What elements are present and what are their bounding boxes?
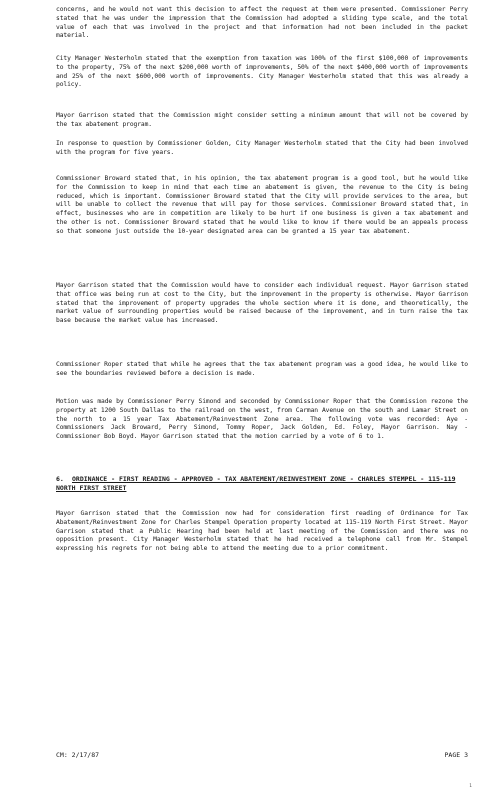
paragraph-4: In response to question by Commissioner Golden, City Manager Westerholm stated that the City had been involved with the program for five years. [56,140,468,156]
paragraph-8: Motion was made by Commissioner Perry Simond and seconded by Commissioner Roper that the Commission rezone the property at 1200 South Dallas to the railroad on the west, from Carman Avenue on the south and Lamar Street on the north to a 15 year Tax Abatement/Reinvestment Zone area. The following vote was recorded: Aye - Commissioners Jack Broward, Perry Simond, Tommy Roper, Jack Golden, Ed. Foley, Mayor Garrison. Nay - Commissioner Bob Boyd. Mayor Garrison stated that the motion carried by a vote of 6 to 1. [56,398,468,441]
paragraph-6: Mayor Garrison stated that the Commission would have to consider each individual request. Mayor Garrison stated that office was being run at cost to the City, but the improvement in the property is otherwise. Mayor Garrison stated that the improvement of property upgrades the whole section where it is done, and theoretically, the market value of surrounding properties would be raised because of the improvement, and in turn raise the tax base because the market value has increased. [56,282,468,325]
agenda-item-number: 6. [56,475,64,483]
agenda-item-title: ORDINANCE - FIRST READING - APPROVED - TAX ABATEMENT/REINVESTMENT ZONE - CHARLES STEMPEL - 115-119 NORTH FIRST STREET [56,475,456,492]
corner-stamp: 1 [469,784,472,789]
agenda-item-heading [56,475,468,493]
paragraph-9: Mayor Garrison stated that the Commission now had for consideration first reading of Ordinance for Tax Abatement/Reinvestment Zone for Charles Stempel Operation property located at 115-119 North First Street. Mayor Garrison stated that a Public Hearing had been held at last meeting of the Commission and there was no opposition present. City Manager Westerholm stated that he had received a telephone call from Mr. Stempel expressing his regrets for not being able to attend the meeting due to a prior commitment. [56,510,468,553]
paragraph-5: Commissioner Broward stated that, in his opinion, the tax abatement program is a good tool, but he would like for the Commission to keep in mind that each time an abatement is given, the revenue to the City is being reduced, which is important. Commissioner Broward stated that the City will provide services to the area, but will be unable to collect the revenue that will pay for those services. Commissioner Broward stated that, in effect, businesses who are in competition are likely to be hurt if one business is given a tax abatement and the other is not. Commissioner Broward stated that he would like to know if there would be an appeals process so that someone just outside the 10-year designated area can be granted a 15 year tax abatement. [56,175,468,235]
paragraph-3: Mayor Garrison stated that the Commission might consider setting a minimum amount that will not be covered by the tax abatement program. [56,112,468,128]
paragraph-7: Commissioner Roper stated that while he agrees that the tax abatement program was a good idea, he would like to see the boundaries reviewed before a decision is made. [56,361,468,377]
page-footer [56,751,468,760]
footer-page-number: PAGE 3 [444,751,468,759]
footer-date: CM: 2/17/87 [56,751,100,759]
paragraph-1: concerns, and he would not want this decision to affect the request at them were presented. Commissioner Perry stated that he was under the impression that the Commission had adopted a sliding type scale, and the total value of each that was involved in the project and that information had not been included in the packet material. [56,6,468,40]
paragraph-2: City Manager Westerholm stated that the exemption from taxation was 100% of the first $100,000 of improvements to the property, 75% of the next $200,000 worth of improvements, 50% of the next $400,000 worth of improvements and 25% of the next $600,000 worth of improvements. City Manager Westerholm stated that this was already a policy. [56,55,468,89]
